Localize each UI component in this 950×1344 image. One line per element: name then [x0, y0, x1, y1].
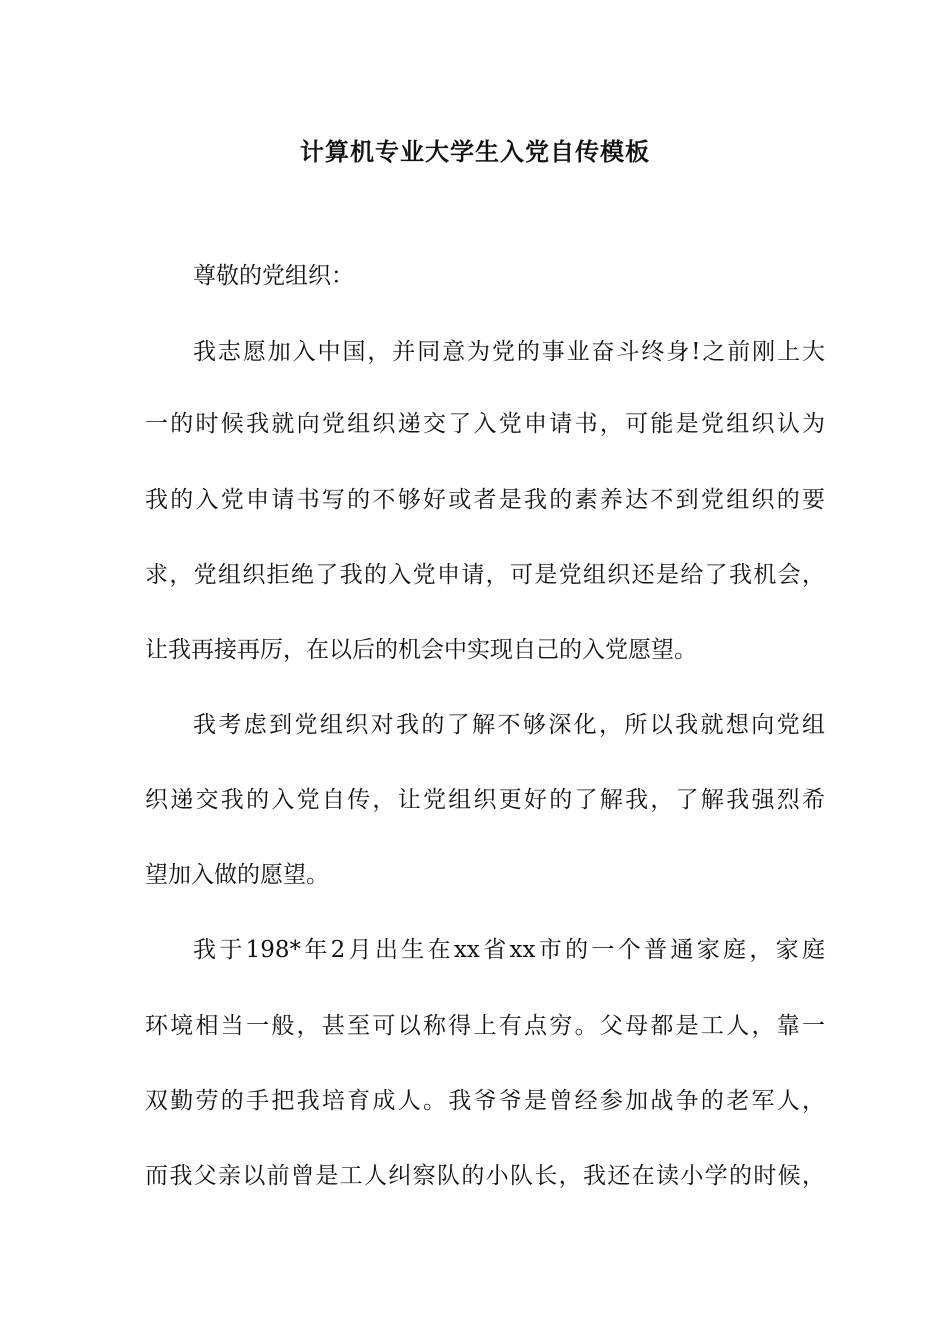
paragraph-line: 我的入党申请书写的不够好或者是我的素养达不到党组织的要	[145, 487, 825, 513]
paragraph-line: 一的时候我就向党组织递交了入党申请书，可能是党组织认为	[145, 411, 825, 437]
paragraph-line: 织递交我的入党自传，让党组织更好的了解我，了解我强烈希	[145, 787, 825, 813]
paragraph-line: 我志愿加入中国，并同意为党的事业奋斗终身!之前刚上大	[193, 339, 825, 365]
paragraph-line: 我于198*年2月出生在xx省xx市的一个普通家庭，家庭	[193, 937, 825, 963]
paragraph-line: 让我再接再厉，在以后的机会中实现自己的入党愿望。	[145, 637, 697, 663]
paragraph-line: 我考虑到党组织对我的了解不够深化，所以我就想向党组	[193, 712, 825, 738]
salutation: 尊敬的党组织：	[193, 263, 354, 289]
paragraph-line: 求，党组织拒绝了我的入党申请，可是党组织还是给了我机会，	[145, 562, 825, 588]
paragraph-line: 望加入做的愿望。	[145, 862, 329, 888]
paragraph-line: 环境相当一般，甚至可以称得上有点穷。父母都是工人，靠一	[145, 1013, 825, 1039]
paragraph-line: 双勤劳的手把我培育成人。我爷爷是曾经参加战争的老军人，	[145, 1088, 825, 1114]
document-title: 计算机专业大学生入党自传模板	[300, 138, 650, 166]
paragraph-line: 而我父亲以前曾是工人纠察队的小队长，我还在读小学的时候，	[145, 1163, 825, 1189]
